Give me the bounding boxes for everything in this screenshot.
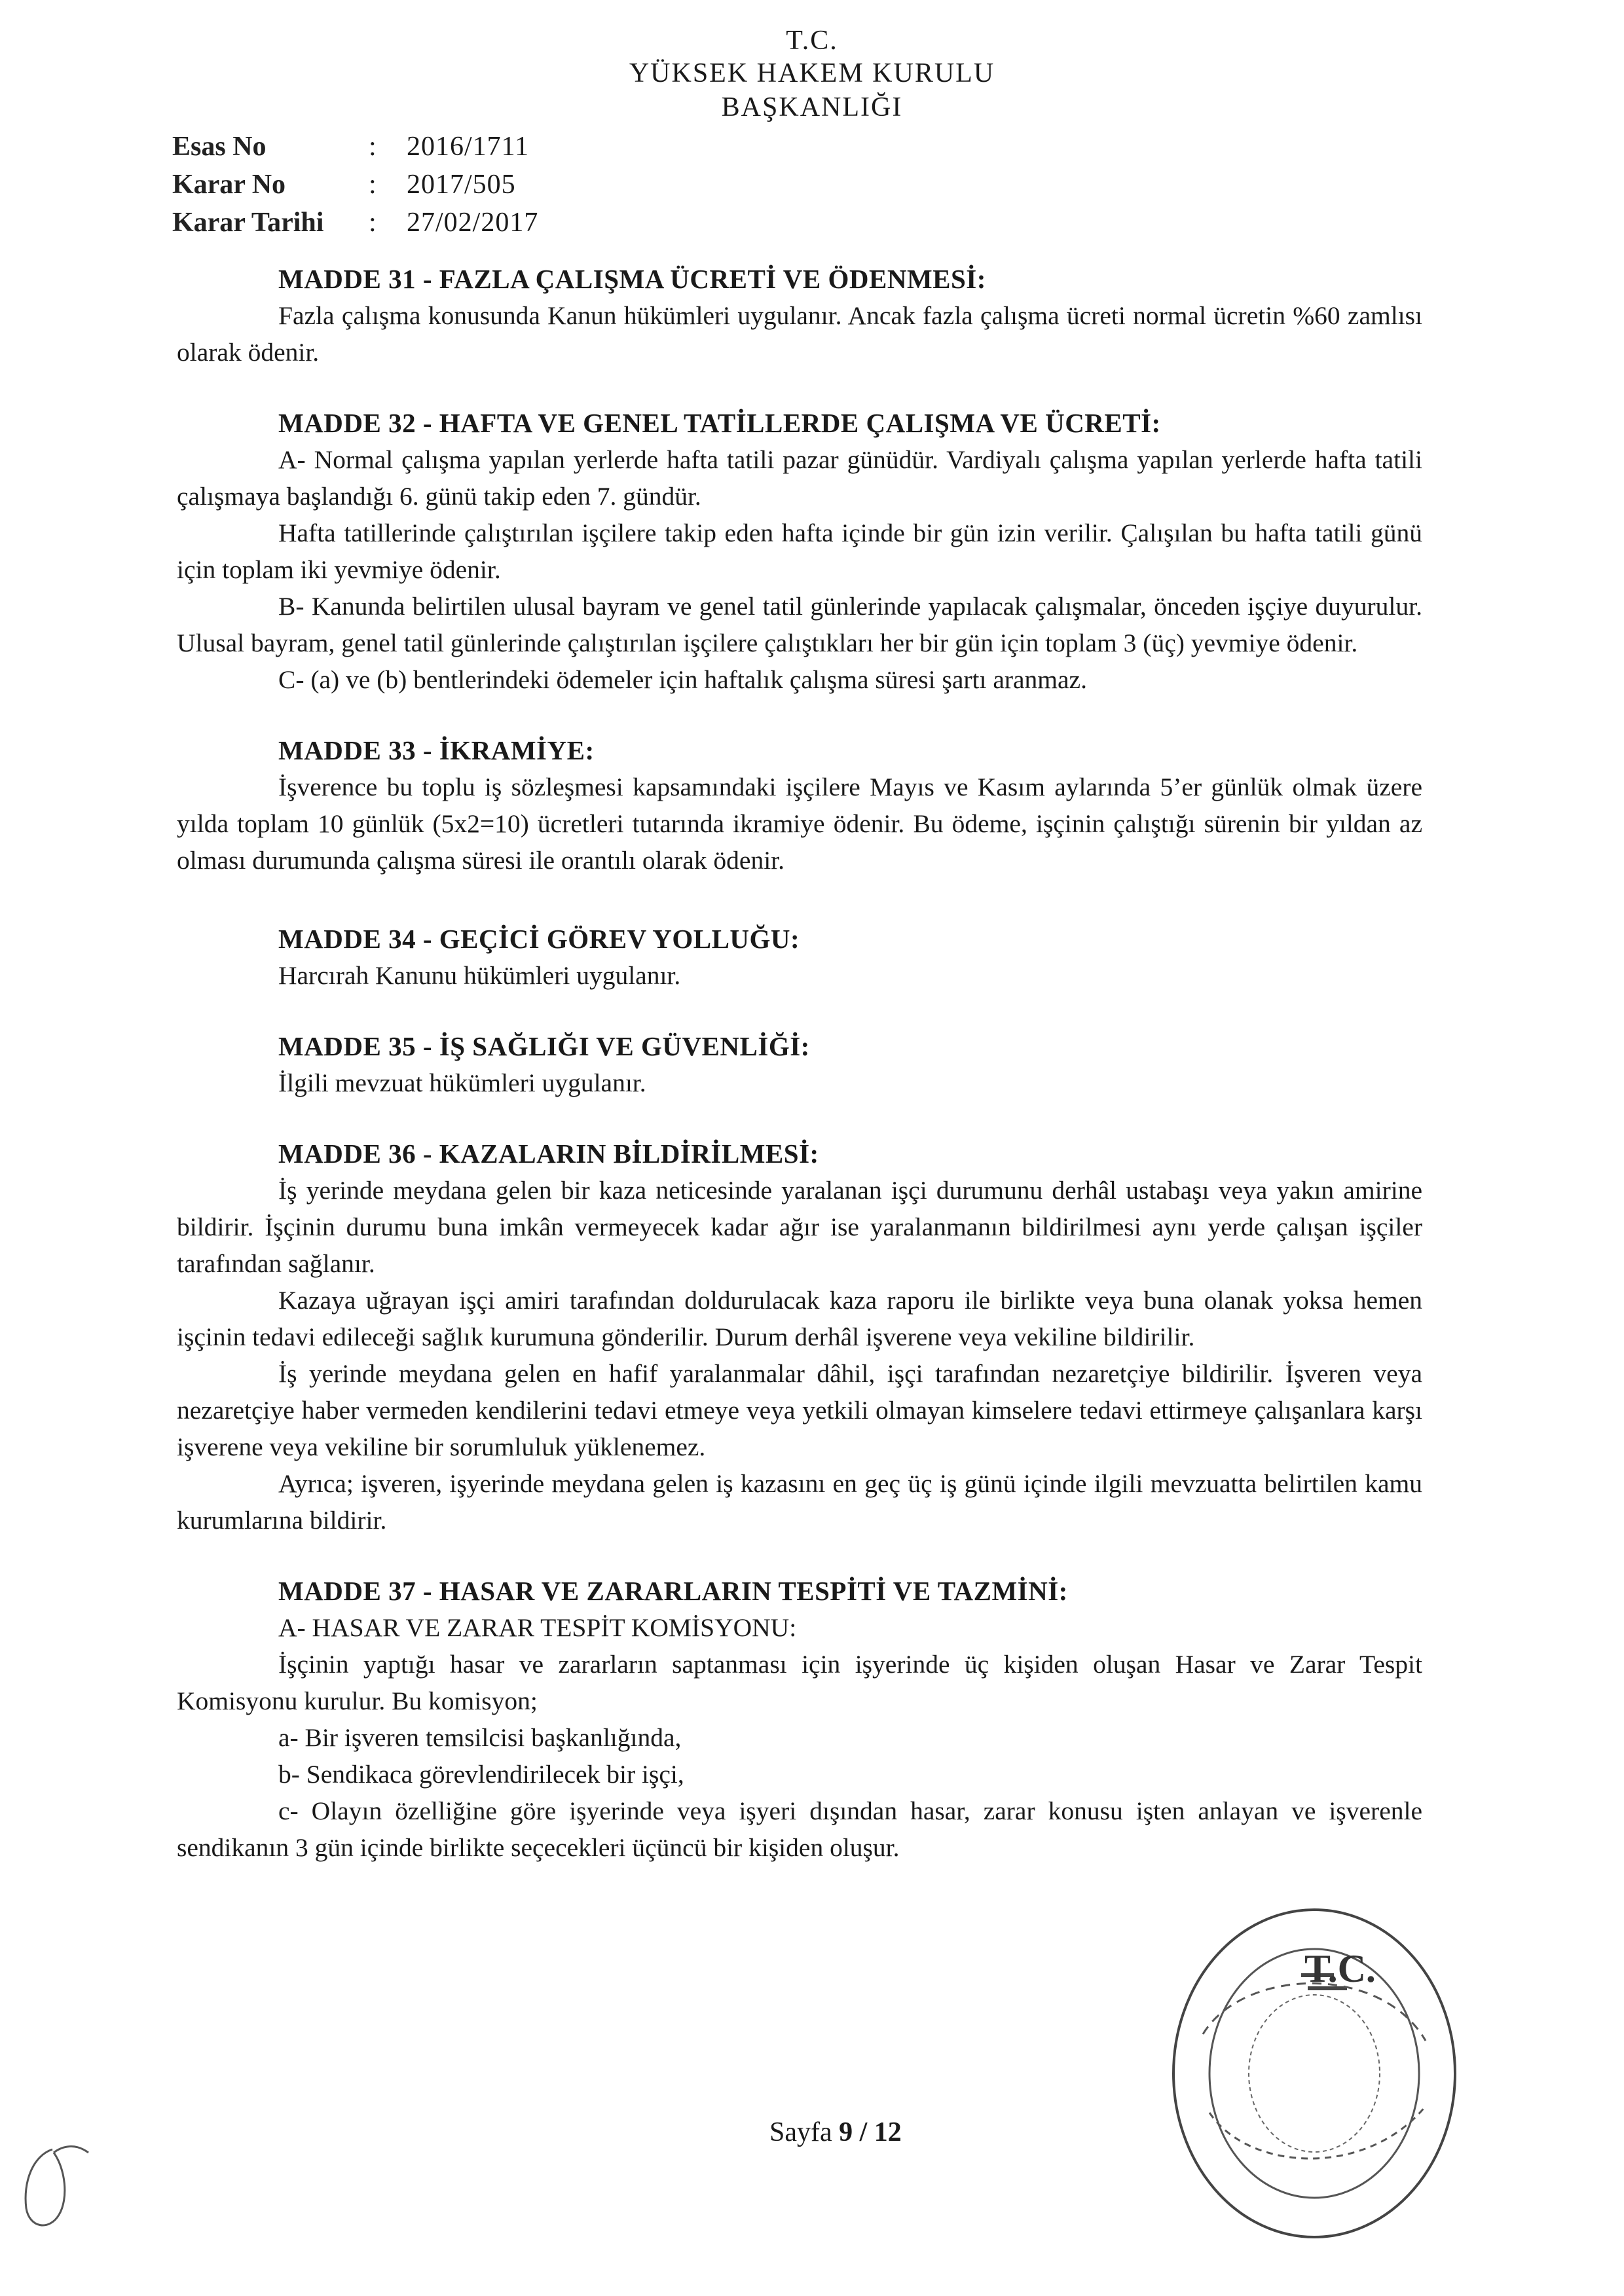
header-tc: T.C. xyxy=(786,26,838,56)
paragraph: İşverence bu toplu iş sözleşmesi kapsamındaki işçilere Mayıs ve Kasım aylarında 5’er günlük olmak üzere yılda toplam 10 günlük (5x2=10) ücretleri tutarında ikramiye ödenir. Bu ödeme, işçinin çalıştığı sürenin bir yıldan az olması durumunda çalışma süresi ile orantılı olarak ödenir. xyxy=(177,773,1422,875)
paragraph: B- Kanunda belirtilen ulusal bayram ve genel tatil günlerinde yapılacak çalışmalar, önceden işçiye duyurulur. Ulusal bayram, genel tatil günlerinde çalıştırılan işçilere çalıştıkları her bir gün için toplam 3 (üç) yevmiye ödenir. xyxy=(177,592,1422,657)
tarih-label: Karar Tarihi xyxy=(172,208,324,238)
esas-value: 2016/1711 xyxy=(407,132,530,162)
section-31 xyxy=(177,261,1422,371)
paragraph: Kazaya uğrayan işçi amiri tarafından doldurulacak kaza raporu ile birlikte veya buna olanak yoksa hemen işçinin tedavi edileceği sağlık kurumuna gönderilir. Durum derhâl işverene veya vekiline bildirilir. xyxy=(177,1286,1422,1351)
paragraph: C- (a) ve (b) bentlerindeki ödemeler için haftalık çalışma süresi şartı aranmaz. xyxy=(278,665,1087,694)
section-heading: MADDE 37 - HASAR VE ZARARLARIN TESPİTİ VE TAZMİNİ: xyxy=(278,1576,1068,1606)
section-heading: MADDE 32 - HAFTA VE GENEL TATİLLERDE ÇALIŞMA VE ÜCRETİ: xyxy=(278,408,1161,438)
list-item: c- Olayın özelliğine göre işyerinde veya işyeri dışından hasar, zarar konusu işten anlayan ve işverenle sendikanın 3 gün içinde birlikte seçecekleri üçüncü bir kişiden oluşur. xyxy=(177,1796,1422,1862)
official-seal-icon xyxy=(1151,1897,1465,2263)
paragraph: Harcırah Kanunu hükümleri uygulanır. xyxy=(278,961,681,990)
karar-row xyxy=(172,166,538,204)
subheading: A- HASAR VE ZARAR TESPİT KOMİSYONU: xyxy=(278,1613,797,1642)
section-36 xyxy=(177,1135,1422,1539)
header-presidency: BAŞKANLIĞI xyxy=(721,92,903,122)
case-info xyxy=(172,128,538,242)
paragraph: İlgili mevzuat hükümleri uygulanır. xyxy=(278,1068,646,1097)
list-item: a- Bir işveren temsilcisi başkanlığında, xyxy=(278,1723,682,1752)
section-heading: MADDE 31 - FAZLA ÇALIŞMA ÜCRETİ VE ÖDENMESİ: xyxy=(278,264,986,294)
karar-colon: : xyxy=(369,170,377,200)
section-heading: MADDE 34 - GEÇİCİ GÖREV YOLLUĞU: xyxy=(278,924,800,954)
tarih-value: 27/02/2017 xyxy=(407,208,539,238)
paragraph: Ayrıca; işveren, işyerinde meydana gelen iş kazasını en geç üç iş günü içinde ilgili mevzuatta belirtilen kamu kurumlarına bildirir. xyxy=(177,1469,1422,1535)
section-heading: MADDE 33 - İKRAMİYE: xyxy=(278,735,595,765)
karar-value: 2017/505 xyxy=(407,170,516,200)
section-34 xyxy=(177,920,1422,994)
section-32 xyxy=(177,405,1422,698)
section-37 xyxy=(177,1573,1422,1866)
esas-label: Esas No xyxy=(172,132,267,162)
esas-colon: : xyxy=(369,132,377,162)
paragraph: İş yerinde meydana gelen en hafif yaralanmalar dâhil, işçi tarafından nezaretçiye bildirilir. İşveren veya nezaretçiye haber vermeden kendilerini tedavi etmeye veya yetkili olmayan kimselere tedavi ettirmeye çalışanlara karşı işverene veya vekiline bir sorumluluk yüklenemez. xyxy=(177,1359,1422,1461)
tarih-colon: : xyxy=(369,208,377,238)
paragraph: Hafta tatillerinde çalıştırılan işçilere takip eden hafta içinde bir gün izin verilir. Çalışılan bu hafta tatili günü için toplam iki yevmiye ödenir. xyxy=(177,519,1422,584)
paragraph: A- Normal çalışma yapılan yerlerde hafta tatili pazar günüdür. Vardiyalı çalışma yapılan yerlerde hafta tatili çalışmaya başlandığı 6. günü takip eden 7. gündür. xyxy=(177,445,1422,511)
document-body xyxy=(177,261,1422,1866)
esas-row xyxy=(172,128,538,166)
stamp-text: T.C. xyxy=(1304,1947,1376,1990)
section-heading: MADDE 35 - İŞ SAĞLIĞI VE GÜVENLİĞİ: xyxy=(278,1031,810,1061)
list-item: b- Sendikaca görevlendirilecek bir işçi, xyxy=(278,1760,684,1789)
section-33 xyxy=(177,732,1422,879)
header-institution: YÜKSEK HAKEM KURULU xyxy=(629,58,995,88)
karar-label: Karar No xyxy=(172,170,286,200)
paragraph: İşçinin yaptığı hasar ve zararların saptanması için işyerinde üç kişiden oluşan Hasar ve Zarar Tespit Komisyonu kurulur. Bu komisyon; xyxy=(177,1650,1422,1715)
paragraph: Fazla çalışma konusunda Kanun hükümleri uygulanır. Ancak fazla çalışma ücreti normal ücretin %60 zamlısı olarak ödenir. xyxy=(177,301,1422,367)
paragraph: İş yerinde meydana gelen bir kaza neticesinde yaralanan işçi durumunu derhâl ustabaşı veya yakın amirine bildirir. İşçinin durumu buna imkân vermeyecek kadar ağır ise yaralanmanın bildirilmesi aynı yerde çalışan işçiler tarafından sağlanır. xyxy=(177,1176,1422,1278)
section-heading: MADDE 36 - KAZALARIN BİLDİRİLMESİ: xyxy=(278,1139,819,1169)
page-prefix: Sayfa xyxy=(769,2117,840,2147)
section-35 xyxy=(177,1028,1422,1101)
page-value: 9 / 12 xyxy=(839,2117,902,2147)
page-number xyxy=(769,2117,902,2148)
tarih-row xyxy=(172,204,538,242)
handwritten-initial-icon xyxy=(13,2123,105,2241)
